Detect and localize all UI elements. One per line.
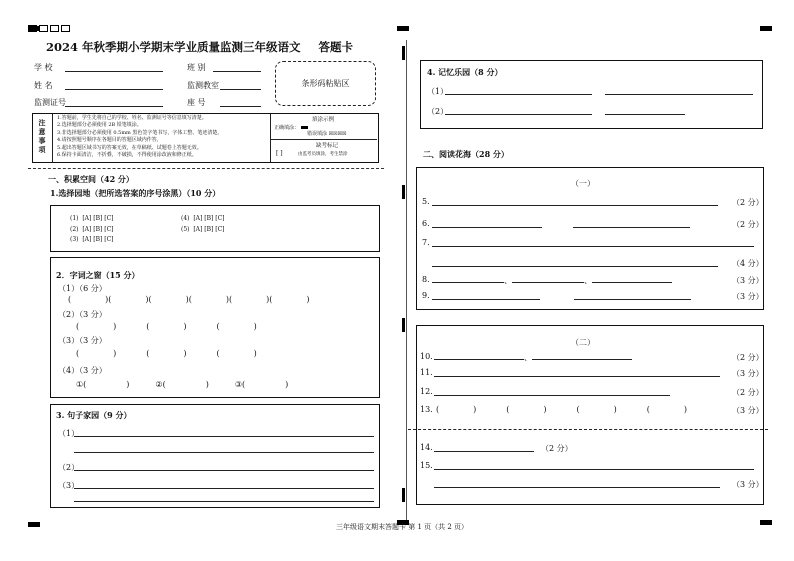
q7-score: （4 分） — [732, 259, 764, 268]
q3-answer-line[interactable] — [74, 452, 374, 453]
q4-title: 4. 记忆乐园（8 分） — [427, 67, 503, 77]
fold-line — [408, 429, 768, 430]
q5-score: （2 分） — [732, 198, 764, 207]
timing-mark — [760, 26, 772, 31]
seat-label: 座 号 — [187, 98, 206, 107]
row-number: (1) — [70, 215, 79, 222]
q4-answer-line[interactable] — [605, 114, 685, 115]
name-field[interactable] — [65, 89, 163, 90]
section1-heading: 一、积累空间（42 分） — [48, 174, 134, 184]
wrong-fill-row — [307, 130, 347, 137]
q4-answer-line[interactable] — [605, 94, 753, 95]
q11-label: 11. — [420, 368, 433, 377]
wrong-fill-label: 错误填涂 — [307, 131, 328, 137]
q4-part2-label: （2） — [427, 107, 449, 116]
q3-answer-line[interactable] — [74, 436, 374, 437]
school-label: 学 校 — [34, 63, 53, 72]
square-filled — [28, 25, 37, 32]
missing-bracket[interactable]: [ ] — [276, 150, 283, 157]
q7-answer-line[interactable] — [432, 246, 754, 247]
class-field[interactable] — [213, 71, 261, 72]
q11-answer-line[interactable] — [434, 376, 720, 377]
note-item: 6.保持卡面清洁，不折叠，不破损，不得使用涂改液和修正纸。 — [57, 152, 197, 159]
q3-title: 3. 句子家园（9 分） — [56, 410, 132, 420]
timing-mark — [397, 26, 409, 31]
row-number: (4) — [181, 215, 190, 222]
square-empty — [39, 25, 48, 32]
exam-id-field[interactable] — [65, 106, 163, 107]
note-item: 2.选择题部分必须使用 2B 铅笔填涂。 — [57, 122, 142, 129]
row-number: (3) — [70, 236, 79, 243]
q6-score: （2 分） — [732, 220, 764, 229]
row-options[interactable]: [A] [B] [C] — [193, 215, 225, 222]
q7-label: 7. — [422, 238, 430, 247]
q3-answer-line[interactable] — [74, 488, 374, 489]
q2-part3-label: （3）（3 分） — [58, 336, 107, 345]
fill-example-title: 填涂示例 — [312, 117, 335, 123]
square-empty — [50, 25, 59, 32]
column-divider-mark — [402, 318, 405, 332]
row-number: (2) — [70, 226, 79, 233]
q15-score: （3 分） — [732, 480, 764, 489]
note-item: 3.非选择题部分必须使用 0.5mm 黑色签字笔书写，字体工整、笔迹清楚。 — [57, 129, 223, 136]
q12-label: 12. — [420, 387, 433, 396]
q8-blanks[interactable]: 、 、 — [432, 275, 672, 286]
row-options[interactable]: [A] [B] [C] — [82, 226, 114, 233]
missing-note: 由监考员填涂，考生禁涂 — [298, 152, 348, 157]
q4-part1-label: （1） — [427, 87, 449, 96]
q6-label: 6. — [422, 219, 430, 228]
q1-row-5[interactable] — [181, 226, 225, 233]
q11-score: （3 分） — [732, 369, 764, 378]
part1-label: （一） — [571, 179, 595, 188]
correct-fill-label: 正确填涂： — [274, 125, 300, 131]
correct-fill-row — [274, 124, 308, 131]
q15-answer-line[interactable] — [434, 487, 720, 488]
exam-id-label: 监测证号 — [34, 98, 66, 107]
timing-mark — [760, 520, 772, 525]
q3-answer-line[interactable] — [74, 470, 374, 471]
q1-row-4[interactable] — [181, 215, 225, 222]
q1-row-3[interactable] — [70, 236, 114, 243]
q5-label: 5. — [422, 197, 430, 206]
q14-label: 14. — [420, 443, 433, 452]
title-text: 2024 年秋季期小学期末学业质量监测三年级语文 — [46, 40, 301, 54]
q6-answer-line[interactable] — [432, 227, 542, 228]
q3-answer-line[interactable] — [74, 501, 374, 502]
q13-blanks[interactable]: ( ) ( ) ( ) ( ) — [436, 405, 687, 414]
column-divider-mark — [402, 185, 405, 199]
q12-score: （2 分） — [732, 388, 764, 397]
q2-part1-blanks[interactable]: ( )( )( )( )( )( ) — [68, 295, 310, 304]
q2-part4-blanks[interactable]: ①( ) ②( ) ③( ) — [76, 380, 289, 389]
q8-score: （3 分） — [732, 276, 764, 285]
school-field[interactable] — [65, 71, 163, 72]
fill-example-divider — [270, 114, 271, 162]
fill-example-hdivider — [271, 139, 377, 140]
section-divider — [28, 168, 384, 169]
q10-label: 10. — [420, 352, 433, 361]
barcode-area[interactable] — [275, 61, 376, 106]
q9-answer-line[interactable] — [432, 299, 540, 300]
exam-room-label: 监测教室 — [187, 81, 219, 90]
q1-title: 1.选择园地（把所选答案的序号涂黑）（10 分） — [50, 188, 221, 198]
section2-heading: 二、阅读花海（28 分） — [423, 149, 509, 159]
q10-score: （2 分） — [732, 353, 764, 362]
q2-part2-label: （2）（3 分） — [58, 310, 107, 319]
part2-label: （二） — [571, 338, 595, 347]
note-item: 1.答题前，学生先将自己的学校、姓名、监测证号等信息填写清楚。 — [57, 115, 207, 121]
filled-bubble-icon — [301, 126, 308, 129]
column-divider-mark — [402, 488, 405, 502]
q12-answer-line[interactable] — [434, 395, 670, 396]
q9-label: 9. — [422, 291, 430, 300]
class-label: 班 别 — [187, 63, 206, 72]
q9-answer-line[interactable] — [574, 299, 691, 300]
barcode-label: 条形码粘贴区 — [301, 79, 350, 88]
title-suffix: 答题卡 — [318, 40, 354, 54]
q3-part3-label: （3） — [58, 481, 80, 490]
wrong-fill-icons: ☒☒☒☒ — [328, 131, 347, 137]
q4-answer-line[interactable] — [445, 114, 592, 115]
q13-label: 13. — [420, 405, 433, 414]
note-item: 5.超出答题区域书写的答案无效，在草稿纸、试题卷上答题无效。 — [57, 144, 202, 151]
name-label: 姓 名 — [34, 81, 53, 90]
q9-score: （3 分） — [732, 292, 764, 301]
timing-mark — [28, 522, 40, 527]
q2-title: 2．字词之窗（15 分） — [56, 270, 140, 280]
page-title — [46, 39, 353, 55]
q1-row-1[interactable] — [70, 215, 114, 222]
notes-list — [57, 115, 222, 159]
q2-part1-label: （1）（6 分） — [58, 284, 107, 293]
q10-blanks[interactable]: 、 — [434, 352, 632, 363]
q3-part1-label: （1） — [58, 429, 80, 438]
q13-score: （3 分） — [732, 406, 764, 415]
notes-label: 注意事项 — [38, 118, 46, 154]
column-divider-line — [406, 40, 407, 520]
q14-answer-line[interactable] — [434, 451, 534, 452]
q7-answer-line[interactable] — [432, 266, 718, 267]
q2-part2-blanks[interactable]: ( ) ( ) ( ) — [76, 322, 257, 331]
q6-answer-line[interactable] — [573, 227, 690, 228]
row-options[interactable]: [A] [B] [C] — [82, 215, 114, 222]
square-empty — [61, 25, 70, 32]
q4-answer-line[interactable] — [445, 94, 592, 95]
q1-row-2[interactable] — [70, 226, 114, 233]
notes-label-divider — [52, 114, 53, 162]
q15-label: 15. — [420, 461, 433, 470]
q3-part2-label: （2） — [58, 463, 80, 472]
row-options[interactable]: [A] [B] [C] — [82, 236, 114, 243]
q2-part4-label: （4）（3 分） — [58, 366, 107, 375]
row-options[interactable]: [A] [B] [C] — [193, 226, 225, 233]
note-item: 4.请按照题号顺序在各题目的答题区域内作答， — [57, 137, 162, 144]
header-squares — [28, 25, 70, 32]
q14-score: （2 分） — [541, 444, 573, 453]
q2-part3-blanks[interactable]: ( ) ( ) ( ) — [76, 349, 257, 358]
row-number: (5) — [181, 226, 190, 233]
page-footer: 三年级语文期末答题卡 第 1 页（共 2 页） — [336, 523, 469, 531]
missing-title: 缺考标记 — [316, 143, 339, 149]
q5-answer-line[interactable] — [432, 205, 718, 206]
column-divider-mark — [402, 46, 405, 60]
exam-room-field[interactable] — [220, 89, 261, 90]
q8-label: 8. — [422, 275, 430, 284]
seat-field[interactable] — [220, 106, 261, 107]
q15-answer-line[interactable] — [434, 469, 754, 470]
